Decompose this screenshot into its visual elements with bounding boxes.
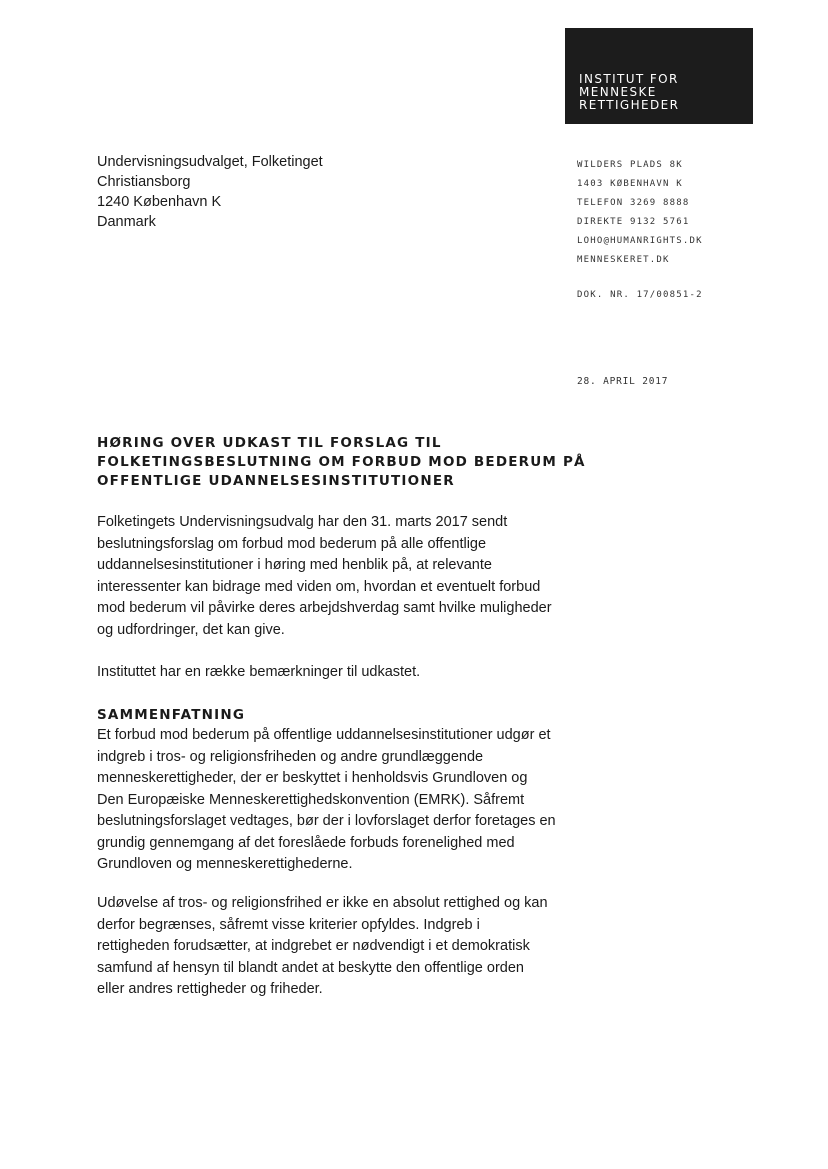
title-line: FOLKETINGSBESLUTNING OM FORBUD MOD BEDERUM PÅ <box>97 454 586 470</box>
sender-address: WILDERS PLADS 8K <box>577 160 683 170</box>
recipient-line: 1240 København K <box>97 194 222 210</box>
paragraph-line: grundig gennemgang af det foreslåede forbuds forenelighed med <box>97 834 515 851</box>
remarks-paragraph <box>97 662 577 684</box>
paragraph-line: Folketingets Undervisningsudvalg har den 31. marts 2017 sendt <box>97 514 508 530</box>
title-line: HØRING OVER UDKAST TIL FORSLAG TIL <box>97 435 442 451</box>
paragraph-line: og udfordringer, det kan give. <box>97 621 285 638</box>
sender-direct-phone: DIREKTE 9132 5761 <box>577 217 690 227</box>
paragraph-line: interessenter kan bidrage med viden om, hvordan et eventuelt forbud <box>97 578 541 595</box>
title-line: OFFENTLIGE UDANNELSESINSTITUTIONER <box>97 473 455 489</box>
logo-line: RETTIGHEDER <box>579 98 680 112</box>
sender-city: 1403 KØBENHAVN K <box>577 179 683 189</box>
recipient-line: Danmark <box>97 214 156 230</box>
paragraph-line: derfor begrænses, såfremt visse kriterier opfyldes. Indgreb i <box>97 916 480 933</box>
recipient-address <box>97 152 323 232</box>
recipient-line: Undervisningsudvalget, Folketinget <box>97 154 323 170</box>
summary-heading: SAMMENFATNING <box>97 707 246 723</box>
sender-email: LOHO@HUMANRIGHTS.DK <box>577 236 703 246</box>
paragraph-line: samfund af hensyn til blandt andet at beskytte den offentlige orden <box>97 959 524 976</box>
sender-website: MENNESKERET.DK <box>577 255 670 265</box>
paragraph-line: Grundloven og menneskerettighederne. <box>97 856 353 872</box>
paragraph-line: Et forbud mod bederum på offentlige uddannelsesinstitutioner udgør et <box>97 727 551 743</box>
freedom-paragraph <box>97 893 577 1001</box>
paragraph-line: uddannelsesinstitutioner i høring med henblik på, at relevante <box>97 557 492 573</box>
sender-phone: TELEFON 3269 8888 <box>577 198 690 208</box>
intro-paragraph <box>97 512 577 641</box>
paragraph-line: Instituttet har en række bemærkninger til udkastet. <box>97 664 421 680</box>
institute-logo <box>565 28 753 124</box>
paragraph-line: Den Europæiske Menneskerettighedskonvention (EMRK). Såfremt <box>97 791 525 808</box>
letter-date: 28. APRIL 2017 <box>577 376 669 387</box>
logo-line: MENNESKE <box>579 85 657 99</box>
paragraph-line: menneskerettigheder, der er beskyttet i henholdsvis Grundloven og <box>97 770 528 786</box>
paragraph-line: indgreb i tros- og religionsfriheden og andre grundlæggende <box>97 748 484 765</box>
sender-contact-block <box>577 156 703 270</box>
summary-section <box>97 706 577 876</box>
recipient-line: Christiansborg <box>97 174 191 190</box>
paragraph-line: eller andres rettigheder og friheder. <box>97 981 323 997</box>
paragraph-line: Udøvelse af tros- og religionsfrihed er ikke en absolut rettighed og kan <box>97 895 548 911</box>
document-title <box>97 434 586 491</box>
document-number: DOK. NR. 17/00851-2 <box>577 290 703 300</box>
paragraph-line: beslutningsforslaget vedtages, bør der i lovforslaget derfor foretages en <box>97 813 556 829</box>
logo-line: INSTITUT FOR <box>579 72 679 86</box>
paragraph-line: rettigheden forudsætter, at indgrebet er nødvendigt i et demokratisk <box>97 938 530 954</box>
paragraph-line: beslutningsforslag om forbud mod bederum på alle offentlige <box>97 535 487 552</box>
paragraph-line: mod bederum vil påvirke deres arbejdshverdag samt hvilke muligheder <box>97 600 552 616</box>
